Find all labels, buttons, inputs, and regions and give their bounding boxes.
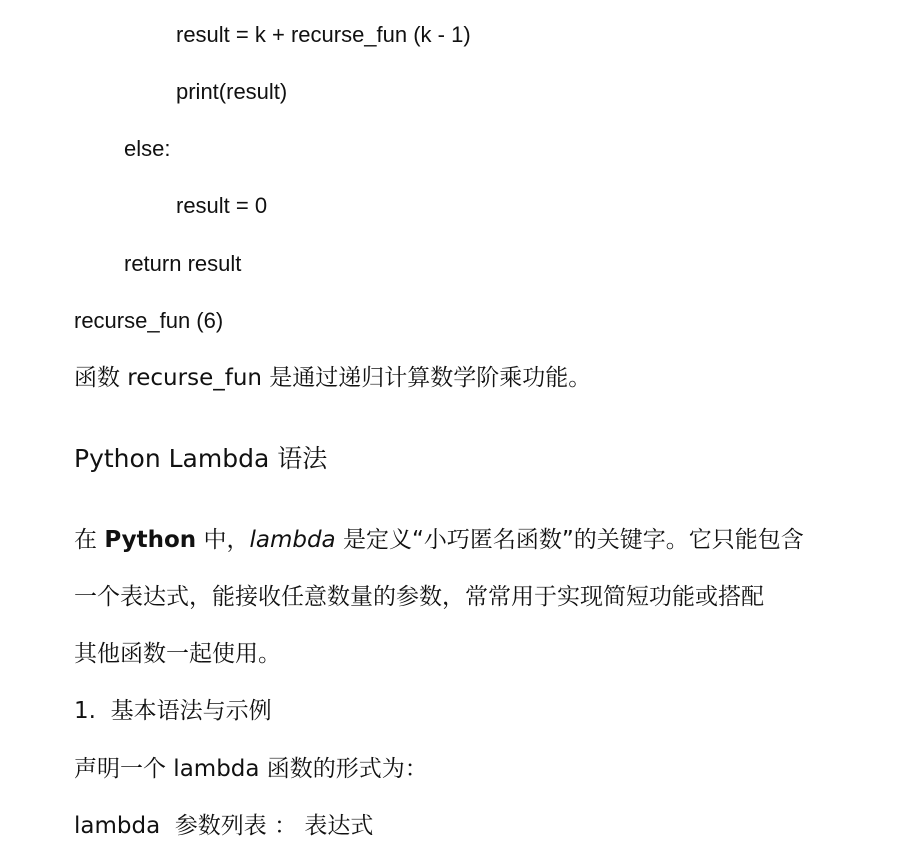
code-line-result-recursive: result = k + recurse_fun (k - 1) — [176, 22, 471, 47]
code-line-else: else: — [124, 136, 171, 161]
code-line-return: return result — [124, 251, 242, 276]
paragraph-line-3: 其他函数一起使用。 — [74, 641, 281, 667]
declare-text: 声明一个 lambda 函数的形式为： — [74, 756, 428, 782]
subheading-basic-syntax: 1. 基本语法与示例 — [74, 698, 272, 724]
code-line-result-zero: result = 0 — [176, 193, 268, 218]
paragraph-line-1 — [74, 525, 804, 555]
paragraph-line-2: 一个表达式，能接收任意数量的参数，常常用于实现简短功能或搭配 — [74, 584, 764, 610]
para-mid: 中， — [196, 527, 250, 553]
para-rest: 是定义“小巧匿名函数”的关键字。它只能包含 — [335, 527, 804, 553]
syntax-line: lambda 参数列表 ： 表达式 — [74, 813, 374, 839]
code-line-call: recurse_fun (6) — [74, 308, 224, 333]
para-prefix: 在 — [74, 527, 105, 553]
code-line-print: print(result) — [176, 79, 288, 104]
para-bold-python: Python — [104, 527, 197, 553]
section-heading: Python Lambda 语法 — [74, 444, 328, 473]
explanation-text: 函数 recurse_fun 是通过递归计算数学阶乘功能。 — [74, 365, 592, 391]
para-italic-lambda: lambda — [249, 527, 336, 553]
